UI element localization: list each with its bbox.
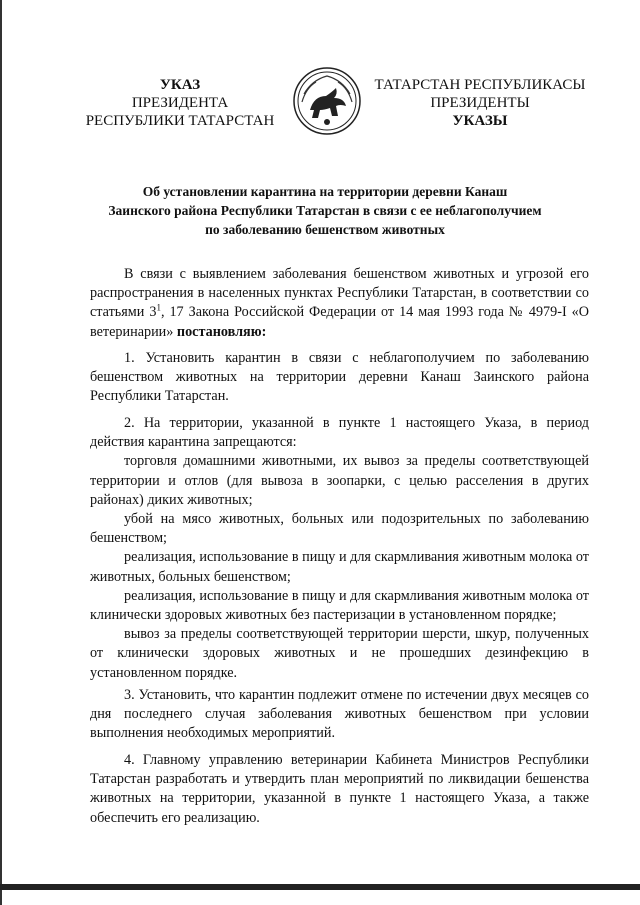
scan-edge	[0, 0, 2, 905]
intro-text-a: В связи с выявлением заболевания бешенством животных и угрозой его распространения в населенных пунктах Республики Татарстан, в соответствии со статьями 3	[90, 266, 589, 321]
header-left-line-1: УКАЗ	[159, 77, 201, 93]
header-left-line-3: РЕСПУБЛИКИ ТАТАРСТАН	[85, 113, 275, 129]
header-right-line-2: ПРЕЗИДЕНТЫ	[430, 95, 530, 111]
title-line-1: Об установлении карантина на территории деревни Канаш	[142, 184, 508, 199]
item-2-bullet: убой на мясо животных, больных или подозрительных по заболеванию бешенством;	[90, 511, 589, 547]
header-left-line-2: ПРЕЗИДЕНТА	[131, 95, 229, 111]
intro-paragraph	[90, 265, 589, 342]
item-3-text: 3. Установить, что карантин подлежит отмене по истечении двух месяцев со дня последнего случая заболевания животных бешенством при условии выполнения необходимых мероприятий.	[90, 687, 589, 742]
title-line-2: Заинского района Республики Татарстан в связи с ее неблагополучием	[108, 203, 542, 218]
decree-title	[90, 182, 560, 239]
item-1-text: 1. Установить карантин в связи с неблагополучием по заболеванию бешенством животных на территории деревни Канаш Заинского района Республики Татарстан.	[90, 350, 589, 405]
item-2-lead: 2. На территории, указанной в пункте 1 настоящего Указа, в период действия карантина запрещаются:	[90, 415, 589, 451]
header-left	[80, 76, 280, 130]
item-2	[90, 414, 589, 683]
item-2-bullet: торговля домашними животными, их вывоз за пределы соответствующей территории и отлов (для вывоза в зоопарки, с целью расселения в других районах) диких животных;	[90, 453, 589, 508]
item-4	[90, 751, 589, 828]
header-right	[370, 76, 590, 130]
scan-bottom-edge	[0, 884, 640, 890]
item-4-text: 4. Главному управлению ветеринарии Кабинета Министров Республики Татарстан разработать и утвердить план мероприятий по ликвидации бешенства животных на территории, указанной в пункте 1 настоящего Указа, а также обеспечить его реализацию.	[90, 752, 589, 826]
intro-resolve: постановляю:	[176, 323, 267, 340]
title-line-3: по заболеванию бешенством животных	[205, 222, 445, 237]
tatarstan-emblem-icon	[292, 66, 362, 136]
item-2-bullet: реализация, использование в пищу и для скармливания животным молока от клинически здоровых животных без пастеризации в установленном порядке;	[90, 587, 589, 624]
intro-text-b: , 17 Закона Российской Федерации от 14 мая 1993 года № 4979-I «О ветеринарии»	[90, 304, 589, 340]
intro-sup: 1	[156, 302, 161, 313]
header-right-line-3: УКАЗЫ	[452, 113, 508, 129]
item-1	[90, 349, 589, 407]
item-2-bullet: вывоз за пределы соответствующей территории шерсти, шкур, полученных от клинически здоровых животных и не прошедших дезинфекцию в установленном порядке.	[90, 626, 589, 681]
item-2-bullet: реализация, использование в пищу и для скармливания животным молока от животных, больных бешенством;	[90, 549, 589, 585]
item-3	[90, 686, 589, 744]
header-right-line-1: ТАТАРСТАН РЕСПУБЛИКАСЫ	[374, 77, 586, 93]
